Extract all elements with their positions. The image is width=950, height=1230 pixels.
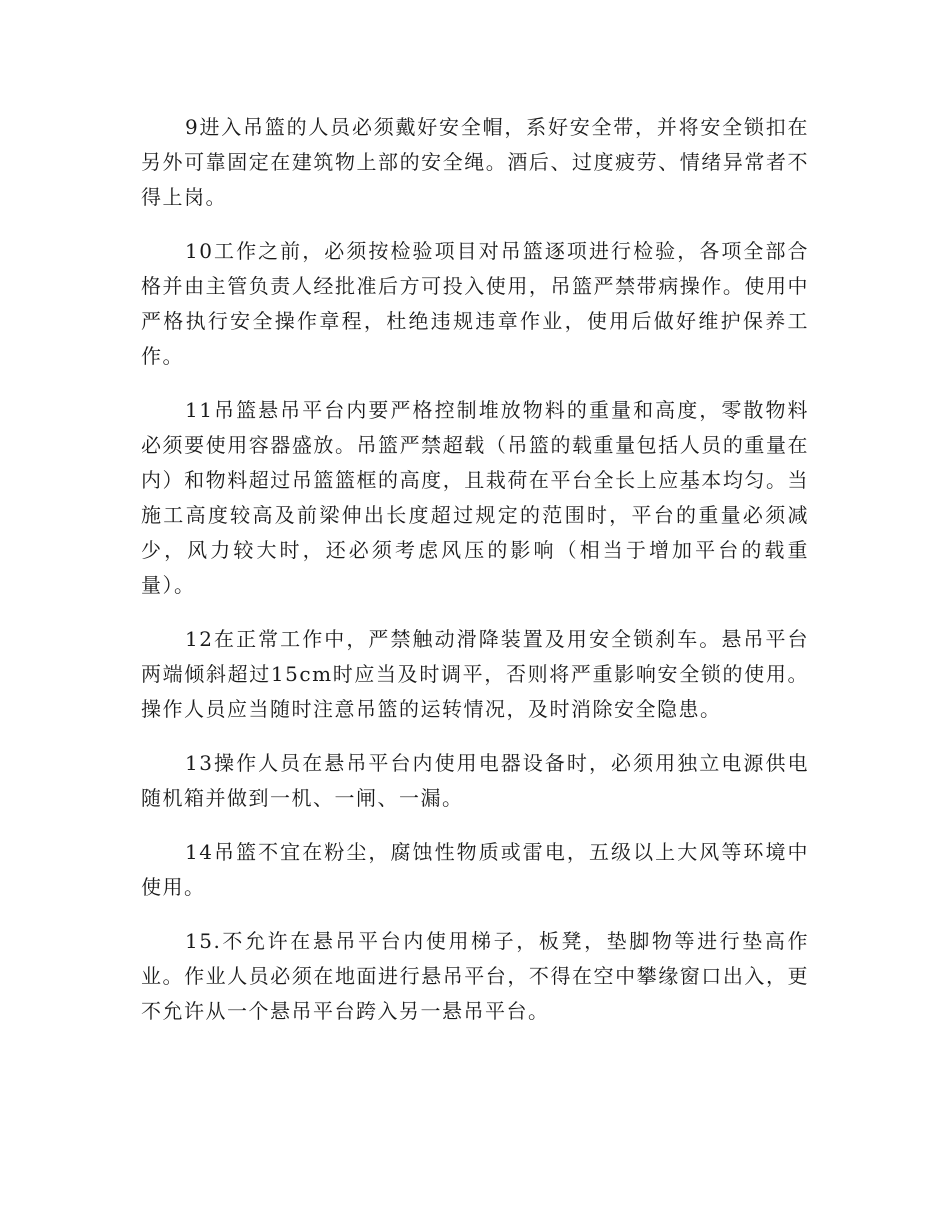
paragraph-item-10: 10工作之前，必须按检验项目对吊篮逐项进行检验，各项全部合格并由主管负责人经批准后方可投入使用，吊篮严禁带病操作。使用中严格执行安全操作章程，杜绝违规违章作业，使用后做好维护保养工作。 bbox=[141, 239, 809, 368]
paragraph-item-14: 14吊篮不宜在粉尘，腐蚀性物质或雷电，五级以上大风等环境中使用。 bbox=[141, 840, 809, 899]
paragraph-item-12: 12在正常工作中，严禁触动滑降装置及用安全锁刹车。悬吊平台两端倾斜超过15cm时应当及时调平，否则将严重影响安全锁的使用。操作人员应当随时注意吊篮的运转情况，及时消除安全隐患。 bbox=[141, 627, 809, 721]
paragraph-item-11: 11吊篮悬吊平台内要严格控制堆放物料的重量和高度，零散物料必须要使用容器盛放。吊篮严禁超载（吊篮的载重量包括人员的重量在内）和物料超过吊篮篮框的高度，且栽荷在平台全长上应基本均匀。当施工高度较高及前梁伸出长度超过规定的范围时，平台的重量必须减少，风力较大时，还必须考虑风压的影响（相当于增加平台的载重量）。 bbox=[141, 398, 809, 597]
paragraph-item-15: 15.不允许在悬吊平台内使用梯子，板凳，垫脚物等进行垫高作业。作业人员必须在地面进行悬吊平台，不得在空中攀缘窗口出入，更不允许从一个悬吊平台跨入另一悬吊平台。 bbox=[141, 929, 809, 1023]
document-page bbox=[141, 110, 809, 1048]
paragraph-item-13: 13操作人员在悬吊平台内使用电器设备时，必须用独立电源供电随机箱并做到一机、一闸、一漏。 bbox=[141, 751, 809, 810]
paragraph-item-9: 9进入吊篮的人员必须戴好安全帽，系好安全带，并将安全锁扣在另外可靠固定在建筑物上部的安全绳。酒后、过度疲劳、情绪异常者不得上岗。 bbox=[141, 115, 809, 209]
